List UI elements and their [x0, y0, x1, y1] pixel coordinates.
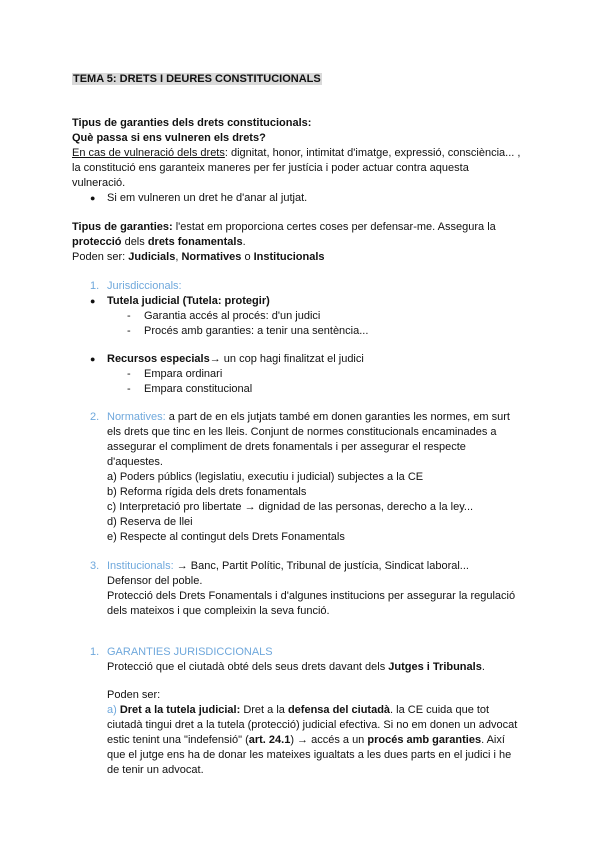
g-a-line-2: ciutadà tingui dret a la tutela (protecció) judicial efectiva. Si no em donen un advocat: [107, 719, 518, 731]
g-a-line-4: que el jutge ens ha de donar les mateixes igualtats a les dues parts en el judici i he: [107, 749, 512, 761]
g-line-1-text: Protecció que el ciutadà obté dels seus drets davant dels: [107, 661, 389, 673]
types-poden-ser: Poden ser:: [72, 251, 129, 263]
s1-r2: Empara constitucional: [144, 383, 253, 395]
intro-bullet-text: Si em vulneren un dret he d'anar al jutjat.: [107, 192, 308, 204]
types-period: .: [242, 236, 246, 248]
g-a-l3-c: ) → accés a un: [290, 734, 368, 746]
s3-line-2: Defensor del poble.: [107, 575, 203, 587]
types-proteccio: protecció: [72, 236, 122, 248]
g-line-1-end: .: [481, 661, 485, 673]
s1-tutela: Tutela judicial (Tutela: protegir): [107, 295, 270, 307]
s1-t2-dash: -: [127, 325, 131, 337]
g-a-text-2: . la CE cuida que tot: [390, 704, 490, 716]
s3-line-1-rest: → Banc, Partit Polític, Tribunal de justícia, Sindicat laboral...: [173, 560, 469, 572]
page-title-text: TEMA 5: DRETS I DEURES CONSTITUCIONALS: [73, 73, 321, 85]
types-line-2: [72, 235, 246, 249]
g-a-label: a): [107, 704, 117, 716]
g-a-line-5: de tenir un advocat.: [107, 764, 204, 776]
g-poden: Poden ser:: [107, 689, 161, 701]
g-a-l3-a: estic tenint una "indefensió" (: [107, 734, 249, 746]
s1-r1: Empara ordinari: [144, 368, 223, 380]
s2-item-e: e) Respecte al contingut dels Drets Fonamentals: [107, 531, 345, 543]
s2-item-b: b) Reforma rígida dels drets fonamentals: [107, 486, 307, 498]
s3-line-4: dels mateixos i que compleixin la seva funció.: [107, 605, 330, 617]
s2-line-2: els drets que tinc en les lleis. Conjunt de normes constitucionals encaminades a: [107, 426, 497, 438]
g-jutges-tribunals: Jutges i Tribunals: [388, 661, 482, 673]
types-dels: dels: [121, 236, 148, 248]
s1-tutela-bullet: ●: [90, 296, 96, 306]
s3-number: 3.: [90, 560, 100, 572]
intro-line-3: vulneració.: [72, 177, 126, 189]
g-a-line-3: [107, 733, 505, 747]
g-a-article: art. 24.1: [248, 734, 291, 746]
g-number: 1.: [90, 646, 100, 658]
s2-line-1: [107, 410, 510, 424]
g-a-line-1: [107, 703, 489, 717]
s1-recursos-label: Recursos especials: [107, 353, 210, 365]
s2-line-3: assegurar el compliment de drets fonamentals i per assegurar el respecte: [107, 441, 466, 453]
intro-heading-2: Què passa si ens vulneren els drets?: [72, 132, 266, 144]
types-line-3: [72, 250, 325, 264]
g-a-defensa: defensa del ciutadà: [287, 704, 391, 716]
types-sep-2: o: [241, 251, 254, 263]
g-line-1: [107, 660, 485, 674]
intro-line-1-rest: : dignitat, honor, intimitat d'imatge, expressió, consciència... ,: [224, 147, 521, 159]
s1-t2: Procés amb garanties: a tenir una sentència...: [144, 325, 369, 337]
intro-line-1: [72, 146, 520, 160]
s1-number: 1.: [90, 280, 100, 292]
intro-heading-1: Tipus de garanties dels drets constitucionals:: [72, 117, 312, 129]
s1-t1: Garantia accés al procés: d'un judici: [144, 310, 321, 322]
types-label: Tipus de garanties:: [72, 221, 173, 233]
s1-r1-dash: -: [127, 368, 131, 380]
s2-item-d: d) Reserva de llei: [107, 516, 193, 528]
s1-t1-dash: -: [127, 310, 131, 322]
s2-line-4: d'aquestes.: [107, 456, 163, 468]
g-a-text-1: Dret a la: [240, 704, 288, 716]
types-institucionals: Institucionals: [253, 251, 325, 263]
s2-item-c: c) Interpretació pro libertate → dignidad de las personas, derecho a la ley...: [107, 501, 474, 513]
s1-label: Jurisdiccionals:: [107, 280, 182, 292]
types-drets-fonamentals: drets fonamentals: [147, 236, 243, 248]
intro-bullet-dot: ●: [90, 193, 96, 203]
types-line-1-rest: l'estat em proporciona certes coses per defensar-me. Assegura la: [172, 221, 496, 233]
s1-r2-dash: -: [127, 383, 131, 395]
s1-rec-bullet: ●: [90, 354, 96, 364]
types-judicials: Judicials: [128, 251, 176, 263]
g-a-heading: Dret a la tutela judicial:: [116, 704, 241, 716]
types-line-1: [72, 220, 496, 234]
s2-label: Normatives:: [107, 411, 166, 423]
g-a-proces: procés amb garanties: [367, 734, 482, 746]
page-title: [72, 72, 322, 86]
s3-label: Institucionals:: [107, 560, 174, 572]
s1-recursos: [107, 352, 364, 366]
s1-recursos-rest: → un cop hagi finalitzat el judici: [209, 353, 364, 365]
s2-line-1-rest: a part de en els jutjats també em donen garanties les normes, em surt: [165, 411, 510, 423]
types-sep-1: ,: [175, 251, 182, 263]
types-normatives: Normatives: [181, 251, 242, 263]
s2-number: 2.: [90, 411, 100, 423]
intro-line-2: la constitució ens garanteix maneres per fer justícia i poder actuar contra aquesta: [72, 162, 469, 174]
g-a-l3-e: . Així: [481, 734, 505, 746]
intro-underlined: En cas de vulneració dels drets: [72, 147, 225, 159]
s3-line-3: Protecció dels Drets Fonamentals i d'algunes institucions per assegurar la regulació: [107, 590, 516, 602]
s2-item-a: a) Poders públics (legislatiu, executiu i judicial) subjectes a la CE: [107, 471, 424, 483]
s3-line-1: [107, 559, 469, 573]
g-label: GARANTIES JURISDICCIONALS: [107, 646, 273, 658]
